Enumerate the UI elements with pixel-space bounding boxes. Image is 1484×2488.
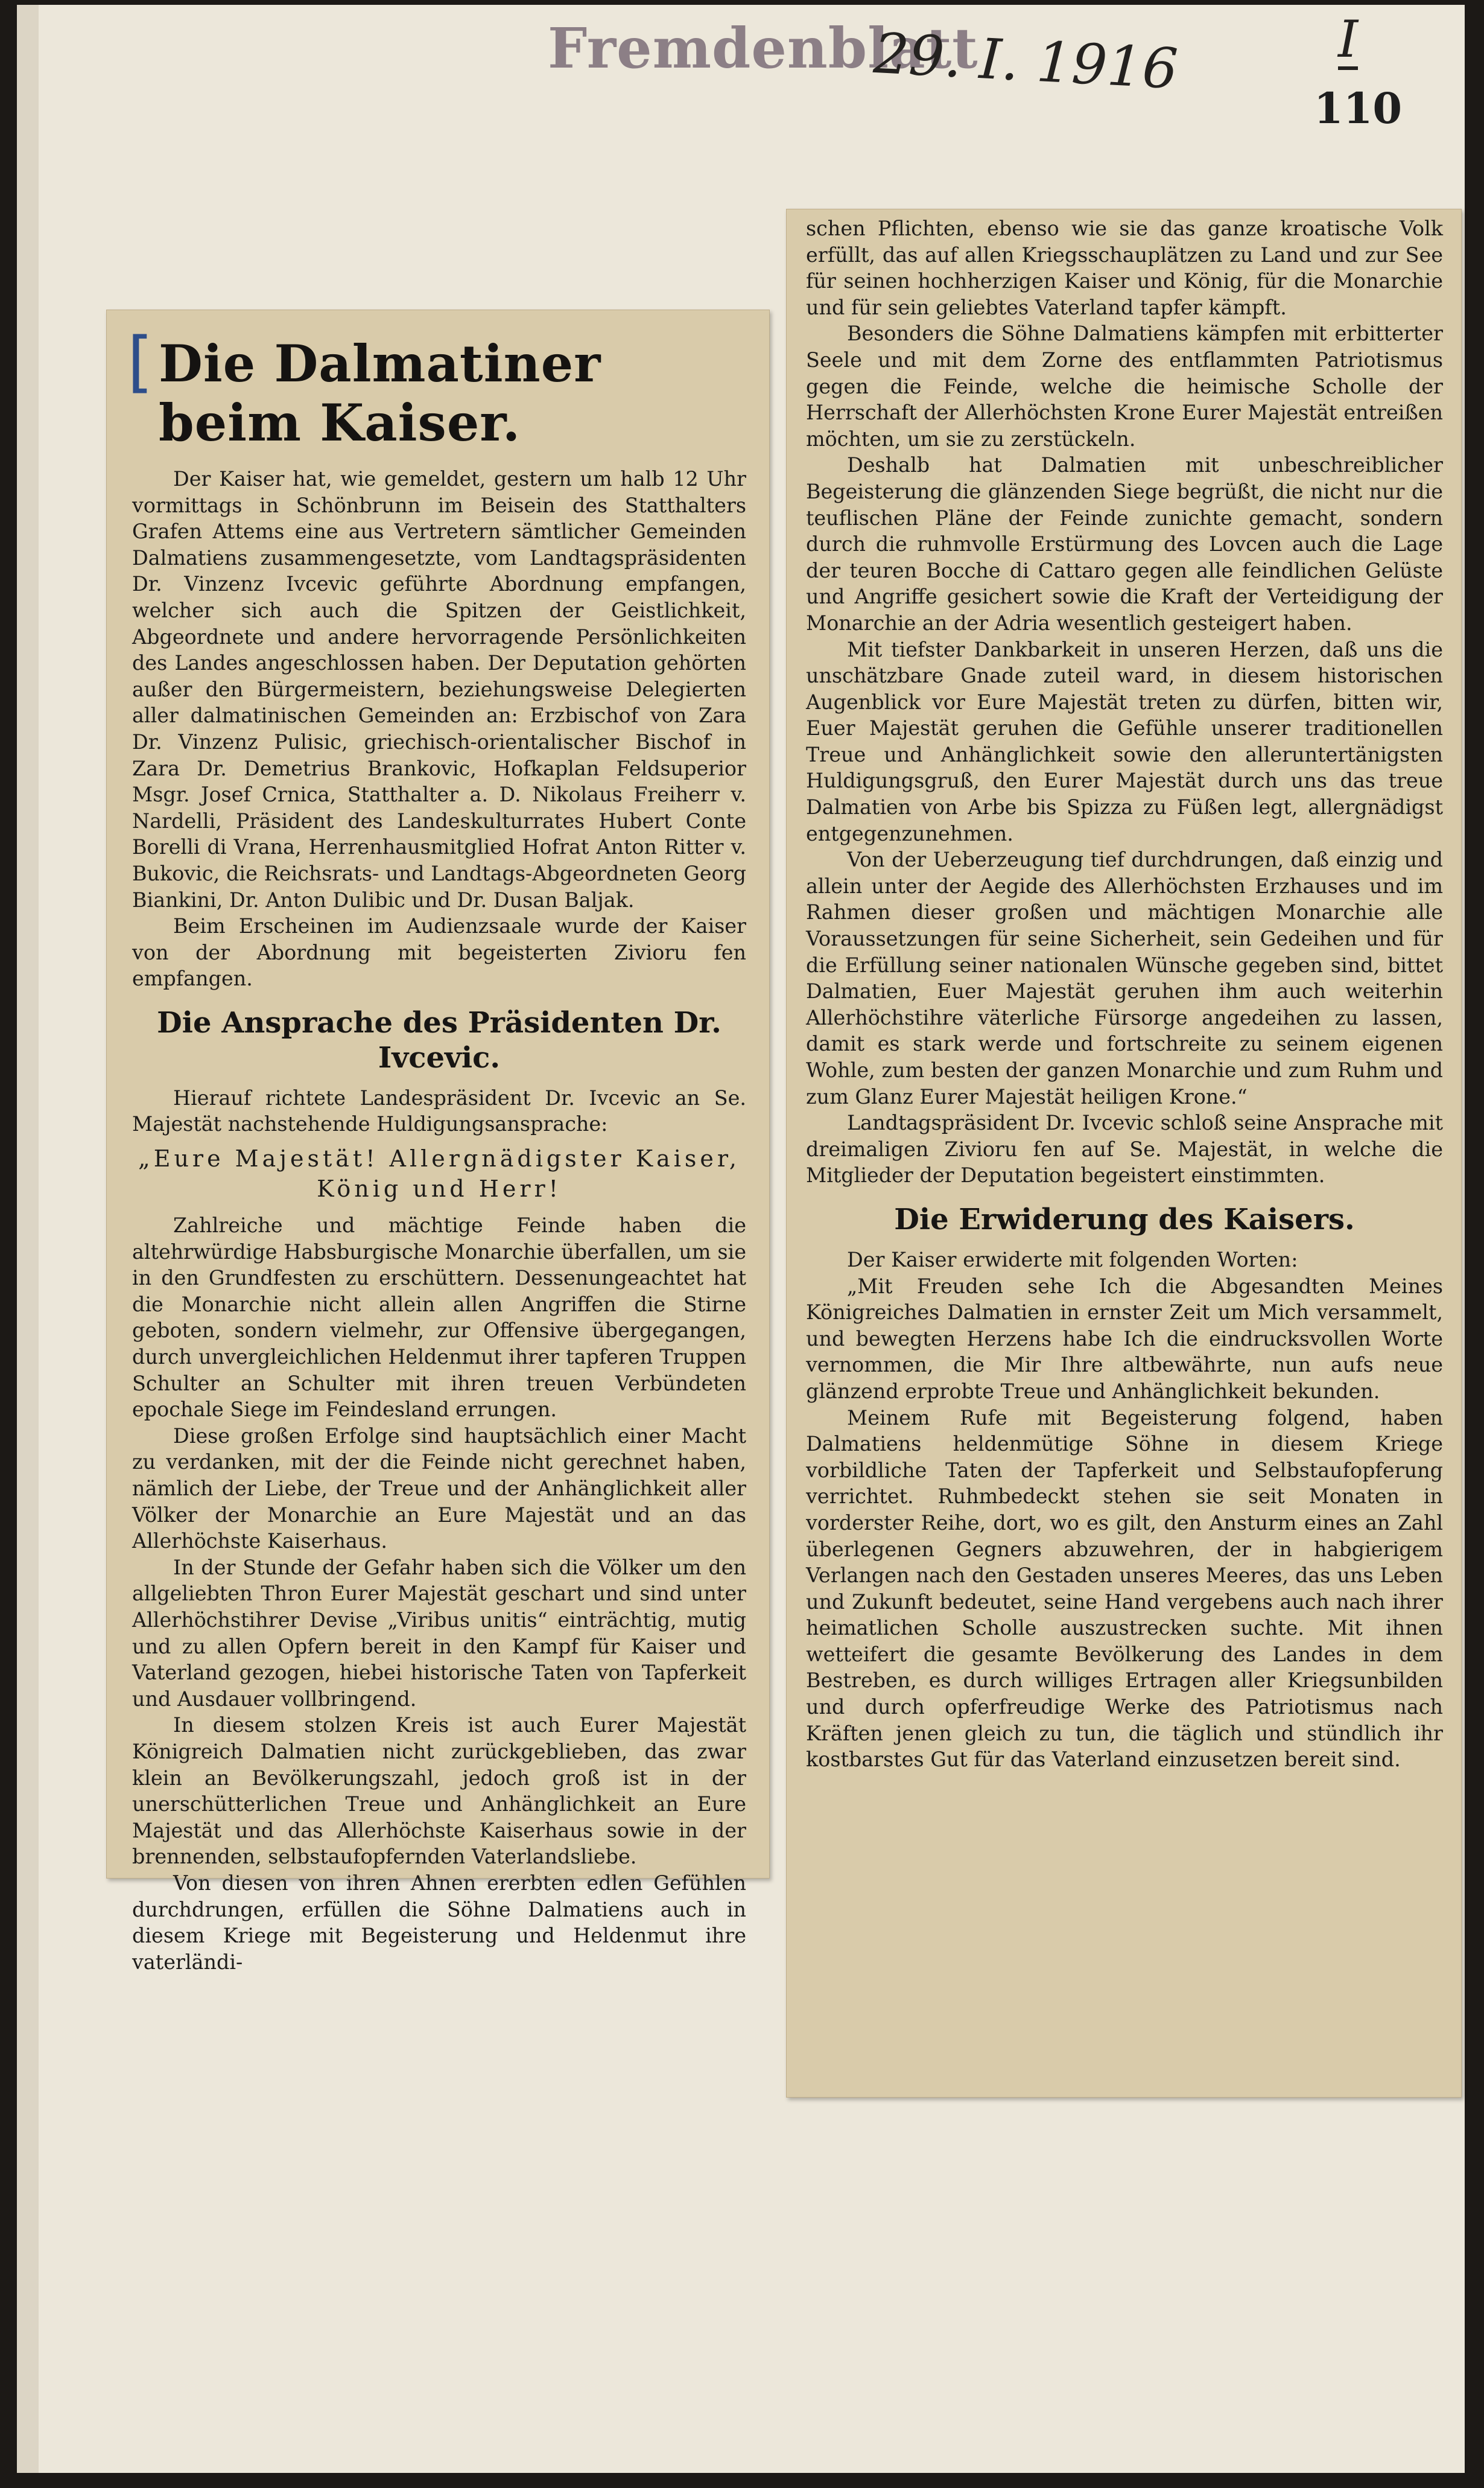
paragraph: Von diesen von ihren Ahnen ererbten edlen Gefühlen durchdrungen, erfüllen die Söhne Dalmatiens auch in diesem Kriege mit Begeisterung und Heldenmut ihre vaterländi- <box>132 1871 746 1974</box>
newspaper-stamp: Fremdenblatt <box>548 16 978 81</box>
paragraph: In diesem stolzen Kreis ist auch Eurer Majestät Königreich Dalmatien nicht zurückgeblieben, das zwar klein an Bevölkerungszahl, jedoch groß ist in der unerschütterlichen Treue und Anhänglichkeit an Eure Majestät und das Allerhöchste Kaiserhaus sowie in der brennenden, selbstaufopfernden Vaterlandsliebe. <box>132 1713 746 1869</box>
paragraph: Besonders die Söhne Dalmatiens kämpfen mit erbitterter Seele und mit dem Zorne des entflammten Patriotismus gegen die Feinde, welche die heimische Scholle der Herrschaft der Allerhöchsten Krone Eurer Majestät entreißen möchten, um sie zu zerstückeln. <box>806 322 1443 451</box>
paragraph: Landtagspräsident Dr. Ivcevic schloß seine Ansprache mit dreimaligen Zivioru fen auf Se. Majestät, in welche die Mitglieder der Deputation begeistert einstimmten. <box>806 1111 1443 1188</box>
paragraph: Meinem Rufe mit Begeisterung folgend, haben Dalmatiens heldenmütige Söhne in diesem Kriege vorbildliche Taten der Tapferkeit und Selbstaufopferung verrichtet. Ruhmbedeckt stehen sie seit Monaten in vorderster Reihe, dort, wo es gilt, den Ansturm eines an Zahl überlegenen Gegners abzuwehren, der in habgierigem Verlangen nach den Gestaden unseres Meeres, das uns Leben und Zukunft bedeutet, seine Hand vergebens auch nach ihrer heimatlichen Scholle auszustrecken suchte. Mit ihnen wetteifert die gesamte Bevölkerung des Landes in dem Bestreben, es durch williges Ertragen aller Kriegsunbilden und durch opferfreudige Werke des Patriotismus nach Kräften jenen gleich zu tun, die täglich und stündlich ihr kostbarstes Gut für das Vaterland einzusetzen bereit sind. <box>806 1405 1443 1772</box>
clipping-left-column <box>106 310 770 1974</box>
paragraph: Hierauf richtete Landespräsident Dr. Ivcevic an Se. Majestät nachstehende Huldigungsansprache: <box>132 1086 746 1136</box>
paragraph: In der Stunde der Gefahr haben sich die Völker um den allgeliebten Thron Eurer Majestät geschart und sind unter Allerhöchstihrer Devise „Viribus unitis“ einträchtig, mutig und zu allen Opfern bereit in den Kampf für Kaiser und Vaterland gezogen, hiebei historische Taten von Tapferkeit und Ausdauer vollbringend. <box>132 1555 746 1711</box>
headline-text: Die Dalmatiner beim Kaiser. <box>159 334 601 453</box>
clipping-right-column <box>786 209 1462 2098</box>
archive-sheet <box>17 5 1465 2473</box>
paragraph: Mit tiefster Dankbarkeit in unseren Herzen, daß uns die unschätzbare Gnade zuteil ward, in diesem historischen Augenblick vor Eure Majestät treten zu dürfen, bitten wir, Euer Majestät geruhen die Gefühle unserer traditionellen Treue und Anhänglichkeit sowie den alleruntertänigsten Huldigungsgruß, den Eurer Majestät durch uns das treue Dalmatien von Arbe bis Spizza zu Füßen legt, allergnädigst entgegenzunehmen. <box>806 637 1443 845</box>
handwritten-roman-numeral: I <box>1338 10 1359 69</box>
paragraph: Diese großen Erfolge sind hauptsächlich einer Macht zu verdanken, mit der die Feinde nicht gerechnet haben, nämlich der Liebe, der Treue und der Anhänglichkeit aller Völker der Monarchie an Eure Majestät und an das Allerhöchste Kaiserhaus. <box>132 1424 746 1553</box>
salutation: „Eure Majestät! Allergnädigster Kaiser, König und Herr! <box>138 1145 740 1203</box>
paragraph: Beim Erscheinen im Audienzsaale wurde der Kaiser von der Abordnung mit begeisterten Zivioru fen empfangen. <box>132 914 746 991</box>
paragraph: „Mit Freuden sehe Ich die Abgesandten Meines Königreiches Dalmatien in ernster Zeit um Mich versammelt, und bewegten Herzens habe Ich die eindrucksvollen Worte vernommen, die Mir Ihre altbewährte, nun aufs neue glänzend erprobte Treue und Anhänglichkeit bekunden. <box>806 1274 1443 1403</box>
sheet-fold-strip <box>17 5 39 2473</box>
paragraph: Der Kaiser erwiderte mit folgenden Worten: <box>847 1247 1298 1271</box>
page-number: 110 <box>1314 83 1403 133</box>
handwritten-date: 29. I. 1916 <box>872 21 1179 102</box>
paragraph: schen Pflichten, ebenso wie sie das ganze kroatische Volk erfüllt, das auf allen Kriegsschauplätzen zu Land und zur See für seinen hochherzigen Kaiser und König, für die Monarchie und für sein geliebtes Vaterland tapfer kämpft. <box>806 217 1443 319</box>
article-headline <box>127 323 746 453</box>
paragraph: Von der Ueberzeugung tief durchdrungen, daß einzig und allein unter der Aegide des Allerhöchsten Erzhauses und im Rahmen dieser großen und mächtigen Monarchie alle Voraussetzungen für seine Sicherheit, sein Gedeihen und für die Erfüllung seiner nationalen Wünsche gegeben sind, bittet Dalmatien, Euer Majestät geruhen ihm auch weiterhin Allerhöchstihre väterliche Fürsorge angedeihen zu lassen, damit es stark werde und fortschreite zu seinem eigenen Wohle, zum besten der ganzen Monarchie und zum Ruhm und zum Glanz Eurer Majestät heiligen Krone.“ <box>806 848 1443 1109</box>
paragraph: Der Kaiser hat, wie gemeldet, gestern um halb 12 Uhr vormittags in Schönbrunn im Beisein des Statthalters Grafen Attems eine aus Vertretern sämtlicher Gemeinden Dalmatiens zusammengesetzte, vom Landtagspräsidenten Dr. Vinzenz Ivcevic geführte Abordnung empfangen, welcher sich auch die Spitzen der Geistlichkeit, Abgeordnete und andere hervorragende Persönlichkeiten des Landes angeschlossen haben. Der Deputation gehörten außer den Bürgermeistern, beziehungsweise Delegierten aller dalmatinischen Gemeinden an: Erzbischof von Zara Dr. Vinzenz Pulisic, griechisch-orientalischer Bischof in Zara Dr. Demetrius Brankovic, Hofkaplan Feldsuperior Msgr. Josef Crnica, Statthalter a. D. Nikolaus Freiherr v. Nardelli, Präsident des Landeskulturrates Hubert Conte Borelli di Vrana, Herrenhausmitglied Hofrat Anton Ritter v. Bukovic, die Reichsrats- und Landtags-Abgeordneten Georg Biankini, Dr. Anton Dulibic und Dr. Dusan Baljak. <box>132 467 746 912</box>
subheading: Die Ansprache des Präsidenten Dr. Ivcevic. <box>157 1005 721 1075</box>
paragraph: Deshalb hat Dalmatien mit unbeschreiblicher Begeisterung die glänzenden Siege begrüßt, die nicht nur die teuflischen Pläne der Feinde zunichte gemacht, sondern durch die ruhmvolle Erstürmung des Lovcen auch die Lage der teuren Bocche di Cattaro gegen alle feindlichen Gelüste und Angriffe gesichert sowie die Kraft der Verteidigung der Monarchie an der Adria wesentlich gesteigert haben. <box>806 453 1443 635</box>
blue-pencil-bracket-icon: [ <box>127 323 154 400</box>
paragraph: Zahlreiche und mächtige Feinde haben die altehrwürdige Habsburgische Monarchie überfallen, um sie in den Grundfesten zu erschüttern. Dessenungeachtet hat die Monarchie nicht allein allen Angriffen die Stirne geboten, sondern vielmehr, zur Offensive übergegangen, durch unvergleichlichen Heldenmut ihrer tapferen Truppen Schulter an Schulter mit ihren treuen Verbündeten epochale Siege im Feindesland errungen. <box>132 1214 746 1422</box>
subheading: Die Erwiderung des Kaisers. <box>894 1202 1355 1236</box>
